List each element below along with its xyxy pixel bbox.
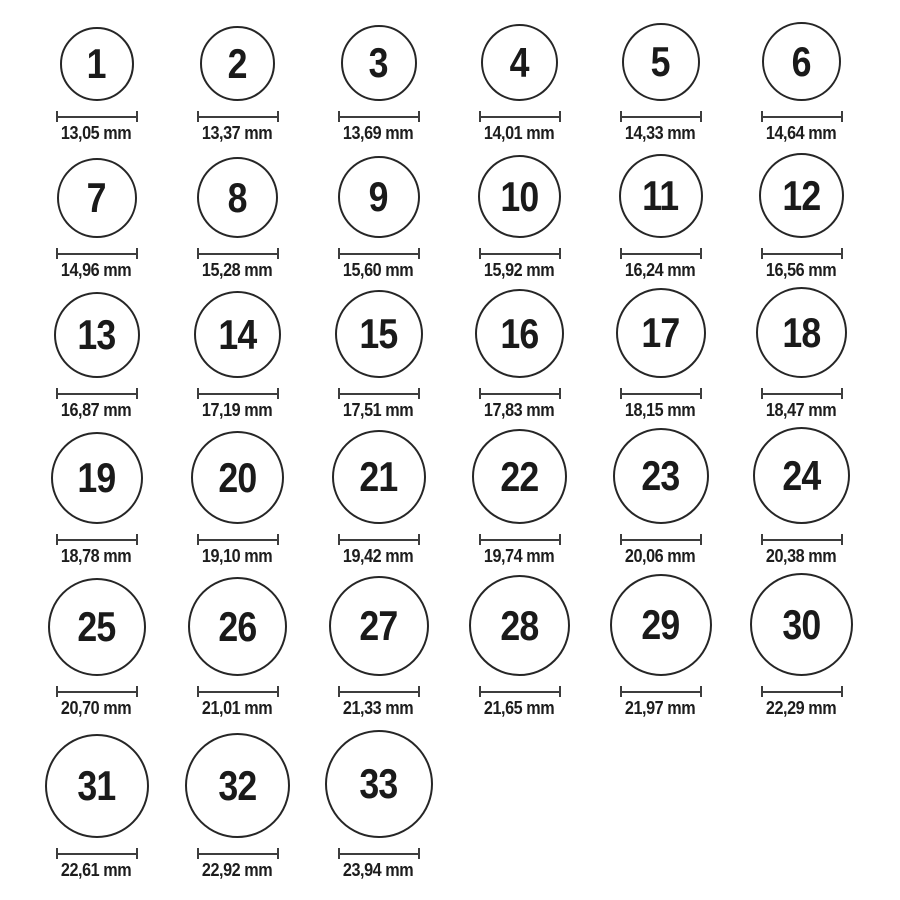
ring-size-cell (308, 144, 449, 281)
diameter-measure-line (620, 686, 702, 697)
diameter-measure-line (56, 686, 138, 697)
ring-size-number: 32 (218, 761, 257, 809)
ring-size-cell (590, 567, 731, 719)
ring-size-number: 24 (782, 451, 821, 499)
diameter-label: 15,92 mm (484, 260, 555, 281)
diameter-label: 16,87 mm (61, 400, 132, 421)
diameter-label: 16,24 mm (625, 260, 696, 281)
diameter-measure-line (56, 248, 138, 259)
diameter-measure-line (479, 388, 561, 399)
ring-size-number: 31 (77, 762, 116, 810)
ring-size-number: 5 (650, 38, 670, 86)
diameter-label: 23,94 mm (343, 860, 414, 881)
ring-circle (48, 578, 146, 676)
ring-size-cell (26, 719, 167, 881)
ring-size-cell (26, 421, 167, 567)
diameter-label: 20,70 mm (61, 698, 132, 719)
ring-size-cell (26, 6, 167, 144)
diameter-measure-line (761, 248, 843, 259)
ring-size-number: 3 (368, 39, 388, 87)
diameter-label: 19,42 mm (343, 546, 414, 567)
ring-circle (57, 158, 137, 238)
diameter-label: 18,47 mm (766, 400, 837, 421)
ring-size-number: 16 (500, 309, 539, 357)
diameter-label: 15,28 mm (202, 260, 273, 281)
diameter-measure-line (56, 111, 138, 122)
ring-size-cell (308, 421, 449, 567)
ring-circle (45, 734, 149, 838)
diameter-measure-line (197, 686, 279, 697)
ring-circle (325, 730, 433, 838)
ring-size-cell (731, 6, 872, 144)
ring-size-cell (731, 421, 872, 567)
diameter-measure-line (761, 111, 843, 122)
diameter-measure-line (761, 388, 843, 399)
ring-circle (185, 733, 290, 838)
diameter-measure-line (197, 388, 279, 399)
diameter-label: 17,19 mm (202, 400, 273, 421)
ring-circle (478, 155, 561, 238)
diameter-label: 14,96 mm (61, 260, 132, 281)
ring-size-cell (167, 421, 308, 567)
ring-size-number: 33 (359, 760, 398, 808)
ring-circle (613, 428, 709, 524)
ring-size-number: 14 (218, 310, 257, 358)
ring-size-number: 8 (227, 173, 247, 221)
ring-size-cell (590, 6, 731, 144)
ring-size-cell (308, 281, 449, 421)
diameter-label: 17,83 mm (484, 400, 555, 421)
ring-size-number: 27 (359, 602, 398, 650)
ring-circle (616, 288, 706, 378)
ring-size-cell (731, 281, 872, 421)
ring-circle (335, 290, 423, 378)
ring-size-cell (449, 281, 590, 421)
diameter-measure-line (338, 686, 420, 697)
ring-size-cell (167, 567, 308, 719)
ring-size-number: 12 (782, 171, 821, 219)
diameter-label: 18,15 mm (625, 400, 696, 421)
ring-size-number: 25 (77, 603, 116, 651)
ring-circle (60, 27, 134, 101)
ring-circle (338, 156, 420, 238)
ring-circle (197, 157, 278, 238)
ring-circle (475, 289, 564, 378)
diameter-measure-line (338, 848, 420, 859)
diameter-label: 17,51 mm (343, 400, 414, 421)
ring-circle (188, 577, 287, 676)
ring-size-number: 6 (791, 37, 811, 85)
ring-circle (51, 432, 143, 524)
diameter-label: 20,38 mm (766, 546, 837, 567)
diameter-label: 18,78 mm (61, 546, 132, 567)
ring-size-cell (167, 719, 308, 881)
diameter-measure-line (338, 248, 420, 259)
ring-size-number: 29 (641, 601, 680, 649)
diameter-measure-line (620, 111, 702, 122)
diameter-label: 14,64 mm (766, 123, 837, 144)
diameter-measure-line (479, 111, 561, 122)
ring-size-number: 9 (368, 173, 388, 221)
ring-size-cell (590, 421, 731, 567)
ring-size-number: 17 (641, 309, 680, 357)
ring-size-cell (308, 567, 449, 719)
ring-circle (756, 287, 847, 378)
ring-circle (481, 24, 558, 101)
ring-circle (622, 23, 700, 101)
diameter-label: 13,69 mm (343, 123, 414, 144)
diameter-measure-line (620, 388, 702, 399)
ring-circle (762, 22, 841, 101)
diameter-measure-line (620, 248, 702, 259)
diameter-label: 13,37 mm (202, 123, 273, 144)
ring-circle (194, 291, 281, 378)
ring-size-number: 21 (359, 453, 398, 501)
diameter-label: 19,10 mm (202, 546, 273, 567)
ring-size-cell (590, 281, 731, 421)
diameter-label: 14,33 mm (625, 123, 696, 144)
ring-size-cell (167, 144, 308, 281)
diameter-label: 22,29 mm (766, 698, 837, 719)
diameter-measure-line (338, 388, 420, 399)
ring-size-cell (26, 144, 167, 281)
ring-size-cell (308, 719, 449, 881)
ring-size-number: 18 (782, 308, 821, 356)
ring-size-number: 26 (218, 602, 257, 650)
diameter-measure-line (479, 248, 561, 259)
ring-circle (200, 26, 275, 101)
ring-circle (753, 427, 850, 524)
ring-circle (619, 154, 703, 238)
ring-size-number: 22 (500, 452, 539, 500)
ring-circle (332, 430, 426, 524)
diameter-measure-line (197, 248, 279, 259)
ring-size-number: 2 (227, 39, 247, 87)
ring-size-cell (167, 6, 308, 144)
ring-size-cell (449, 567, 590, 719)
ring-size-number: 11 (642, 172, 679, 220)
diameter-measure-line (56, 388, 138, 399)
diameter-label: 15,60 mm (343, 260, 414, 281)
ring-circle (750, 573, 853, 676)
ring-size-number: 10 (500, 172, 539, 220)
ring-size-number: 19 (77, 454, 116, 502)
ring-size-number: 13 (77, 311, 116, 359)
diameter-measure-line (197, 111, 279, 122)
diameter-measure-line (338, 534, 420, 545)
ring-circle (329, 576, 429, 676)
diameter-label: 21,01 mm (202, 698, 273, 719)
diameter-measure-line (761, 686, 843, 697)
diameter-label: 19,74 mm (484, 546, 555, 567)
diameter-measure-line (197, 534, 279, 545)
diameter-label: 14,01 mm (484, 123, 555, 144)
ring-size-cell (731, 144, 872, 281)
ring-size-number: 15 (359, 310, 398, 358)
ring-size-cell (449, 421, 590, 567)
ring-size-number: 23 (641, 452, 680, 500)
ring-size-cell (449, 6, 590, 144)
diameter-measure-line (197, 848, 279, 859)
diameter-label: 21,65 mm (484, 698, 555, 719)
diameter-label: 22,61 mm (61, 860, 132, 881)
diameter-label: 20,06 mm (625, 546, 696, 567)
diameter-label: 21,33 mm (343, 698, 414, 719)
ring-size-number: 7 (86, 174, 106, 222)
ring-circle (759, 153, 844, 238)
diameter-measure-line (479, 534, 561, 545)
diameter-label: 13,05 mm (61, 123, 132, 144)
ring-size-number: 28 (500, 601, 539, 649)
ring-size-cell (167, 281, 308, 421)
diameter-measure-line (479, 686, 561, 697)
ring-circle (341, 25, 417, 101)
ring-size-cell (731, 567, 872, 719)
diameter-label: 22,92 mm (202, 860, 273, 881)
ring-circle (610, 574, 712, 676)
ring-size-number: 4 (509, 38, 529, 86)
ring-size-cell (308, 6, 449, 144)
ring-circle (472, 429, 567, 524)
ring-size-cell (449, 144, 590, 281)
ring-circle (54, 292, 140, 378)
ring-circle (469, 575, 570, 676)
ring-size-cell (590, 144, 731, 281)
diameter-label: 21,97 mm (625, 698, 696, 719)
diameter-measure-line (56, 848, 138, 859)
diameter-measure-line (761, 534, 843, 545)
ring-size-number: 20 (218, 453, 257, 501)
ring-circle (191, 431, 284, 524)
ring-size-number: 1 (86, 40, 106, 88)
diameter-measure-line (56, 534, 138, 545)
diameter-label: 16,56 mm (766, 260, 837, 281)
ring-size-number: 30 (782, 600, 821, 648)
diameter-measure-line (620, 534, 702, 545)
ring-size-cell (26, 567, 167, 719)
ring-size-cell (26, 281, 167, 421)
diameter-measure-line (338, 111, 420, 122)
